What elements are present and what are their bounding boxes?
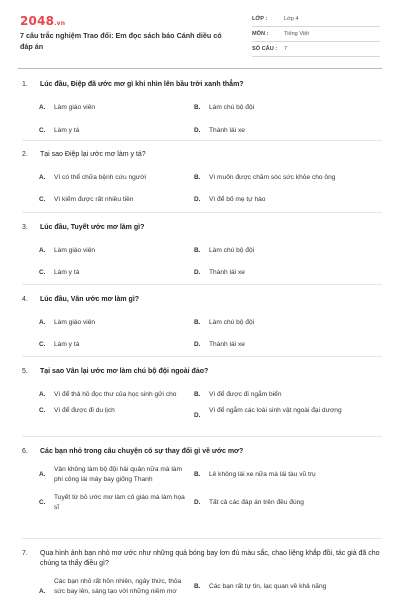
meta-value: Tiếng Việt [284, 31, 309, 37]
option-text: Làm y tá [54, 269, 80, 276]
option-b[interactable] [194, 582, 364, 592]
options-row [22, 577, 382, 597]
option-text: Vì kiếm được rất nhiều tiền [54, 196, 134, 203]
option-d[interactable] [194, 406, 344, 419]
options-row [22, 173, 382, 183]
option-b[interactable] [194, 103, 364, 113]
options-row [22, 493, 382, 513]
option-letter: A. [39, 588, 46, 595]
option-letter: B. [194, 104, 201, 111]
question-text [22, 150, 382, 160]
question-number: 1. [22, 81, 28, 88]
question-7 [22, 539, 382, 600]
option-d[interactable] [194, 498, 364, 508]
option-letter: D. [194, 499, 201, 506]
page-title: 7 câu trắc nghiệm Trao đổi: Em đọc sách báo Cánh diều có đáp án [20, 31, 222, 51]
option-a[interactable] [22, 173, 194, 183]
question-label: Tại sao Vân lại ước mơ làm chú bộ đội ngoài đảo? [40, 368, 209, 375]
option-letter: D. [194, 341, 201, 348]
question-number: 4. [22, 296, 28, 303]
question-number: 2. [22, 151, 28, 158]
question-5 [22, 357, 382, 437]
option-letter: C. [39, 341, 46, 348]
option-letter: B. [194, 174, 201, 181]
option-c[interactable] [22, 340, 194, 350]
option-letter: C. [39, 196, 46, 203]
options-row [22, 406, 382, 419]
option-letter: D. [194, 412, 201, 419]
meta-row-subject [252, 27, 380, 42]
option-letter: A. [39, 391, 46, 398]
question-3 [22, 213, 382, 285]
option-a[interactable] [22, 246, 194, 256]
option-letter: A. [39, 247, 46, 254]
option-text: Thành lái xe [209, 127, 245, 134]
question-label: Qua hình ảnh bạn nhỏ mơ ước như những quả bóng bay lơn đủ màu sắc, chao liệng khắp đồi, tác giả đã cho chúng ta thấy điều gì? [40, 550, 380, 567]
option-a[interactable] [22, 465, 194, 485]
meta-value: Lớp 4 [284, 16, 299, 22]
option-a[interactable] [22, 103, 194, 113]
option-c[interactable] [22, 406, 194, 416]
option-c[interactable] [22, 195, 194, 205]
question-label: Lúc đầu, Vân ước mơ làm gì? [40, 296, 140, 303]
question-text [22, 367, 382, 377]
question-label: Tại sao Điệp lại ước mơ làm y tá? [40, 151, 146, 158]
option-text: Làm giáo viên [54, 319, 96, 326]
meta-info [252, 12, 380, 57]
question-label: Lúc đầu, Tuyết ước mơ làm gì? [40, 224, 145, 231]
option-text: Thành lái xe [209, 269, 245, 276]
question-number: 6. [22, 448, 28, 455]
options-row [22, 103, 382, 113]
meta-row-class [252, 12, 380, 27]
option-text: Các bạn rất tự tin, lạc quan về khả năng [209, 583, 327, 590]
option-letter: D. [194, 196, 201, 203]
options-row [22, 340, 382, 350]
option-text: Vì để được đi ngắm biển [209, 391, 282, 398]
meta-value: 7 [284, 46, 288, 52]
options-row [22, 246, 382, 256]
option-text: Làm chú bộ đội [209, 247, 255, 254]
question-text [22, 80, 382, 90]
logo-text: 2048 [20, 14, 55, 28]
option-a[interactable] [22, 318, 194, 328]
option-letter: B. [194, 583, 201, 590]
option-b[interactable] [194, 173, 364, 183]
option-text: Vì muốn được chăm sóc sức khỏe cho ông [209, 174, 336, 181]
option-text: Vì để thả hồ đọc thư của học sinh gửi cho [54, 391, 177, 398]
option-letter: B. [194, 391, 201, 398]
question-text [22, 223, 382, 233]
option-text: Lê không lái xe nữa mà lái tàu vũ trụ [209, 471, 316, 478]
options-row [22, 126, 382, 136]
option-c[interactable] [22, 268, 194, 278]
question-label: Các bạn nhỏ trong câu chuyện có sự thay đổi gì về ước mơ? [40, 448, 244, 455]
option-text: Làm giáo viên [54, 104, 96, 111]
option-letter: D. [194, 127, 201, 134]
option-text: Làm y tá [54, 341, 80, 348]
question-number: 3. [22, 224, 28, 231]
option-c[interactable] [22, 126, 194, 136]
option-letter: A. [39, 174, 46, 181]
option-text: Làm y tá [54, 127, 80, 134]
option-b[interactable] [194, 318, 364, 328]
option-text: Vân không làm bộ đội hải quân nữa mà làm phi công lái máy bay giống Thanh [54, 466, 182, 483]
option-letter: D. [194, 269, 201, 276]
meta-row-count [252, 42, 380, 57]
option-text: Vì có thể chữa bệnh cứu người [54, 174, 146, 181]
option-text: Thành lái xe [209, 341, 245, 348]
option-d[interactable] [194, 195, 364, 205]
option-a[interactable] [22, 577, 194, 597]
options-row [22, 390, 382, 400]
question-text [22, 295, 382, 305]
option-d[interactable] [194, 340, 364, 350]
option-letter: B. [194, 319, 201, 326]
option-text: Tất cả các đáp án trên đều đúng [209, 499, 304, 506]
question-1 [22, 69, 382, 141]
question-list [0, 69, 400, 600]
option-text: Tuyết từ bỏ ước mơ làm cô giáo mà làm họa sĩ [54, 494, 185, 511]
option-c[interactable] [22, 493, 194, 513]
option-text: Vì để được đi du lịch [54, 407, 115, 414]
question-2 [22, 141, 382, 213]
options-row [22, 195, 382, 205]
meta-label: MÔN : [252, 31, 269, 37]
question-6 [22, 437, 382, 539]
option-letter: C. [39, 499, 46, 506]
logo-suffix: .vn [54, 20, 66, 27]
options-row [22, 318, 382, 328]
meta-label: LỚP : [252, 16, 268, 22]
option-text: Làm giáo viên [54, 247, 96, 254]
options-row [22, 465, 382, 485]
option-d[interactable] [194, 126, 364, 136]
options-row [22, 268, 382, 278]
option-letter: B. [194, 247, 201, 254]
option-letter: B. [194, 471, 201, 478]
option-text: Các bạn nhỏ rất hồn nhiên, ngây thức, thỏa sức bay lên, sáng tạo với những niềm mơ [54, 578, 182, 595]
question-number: 7. [22, 550, 28, 557]
option-b[interactable] [194, 246, 364, 256]
option-text: Làm chú bộ đội [209, 104, 255, 111]
option-a[interactable] [22, 390, 194, 400]
document-header [0, 0, 400, 68]
question-text [22, 549, 382, 569]
option-text: Vì để bố mẹ tự hào [209, 196, 266, 203]
option-letter: A. [39, 104, 46, 111]
option-d[interactable] [194, 268, 364, 278]
question-label: Lúc đầu, Điệp đã ước mơ gì khi nhìn lên bầu trời xanh thẳm? [40, 81, 244, 88]
option-text: Vì để ngắm các loài sinh vật ngoài đại dương [209, 407, 342, 414]
option-letter: C. [39, 269, 46, 276]
option-text: Làm chú bộ đội [209, 319, 255, 326]
option-letter: C. [39, 127, 46, 134]
option-letter: A. [39, 319, 46, 326]
option-letter: A. [39, 471, 46, 478]
option-b[interactable] [194, 390, 364, 400]
option-b[interactable] [194, 470, 364, 480]
question-number: 5. [22, 368, 28, 375]
meta-label: SỐ CÂU : [252, 46, 278, 52]
question-text [22, 447, 382, 457]
question-4 [22, 285, 382, 357]
option-letter: C. [39, 407, 46, 414]
